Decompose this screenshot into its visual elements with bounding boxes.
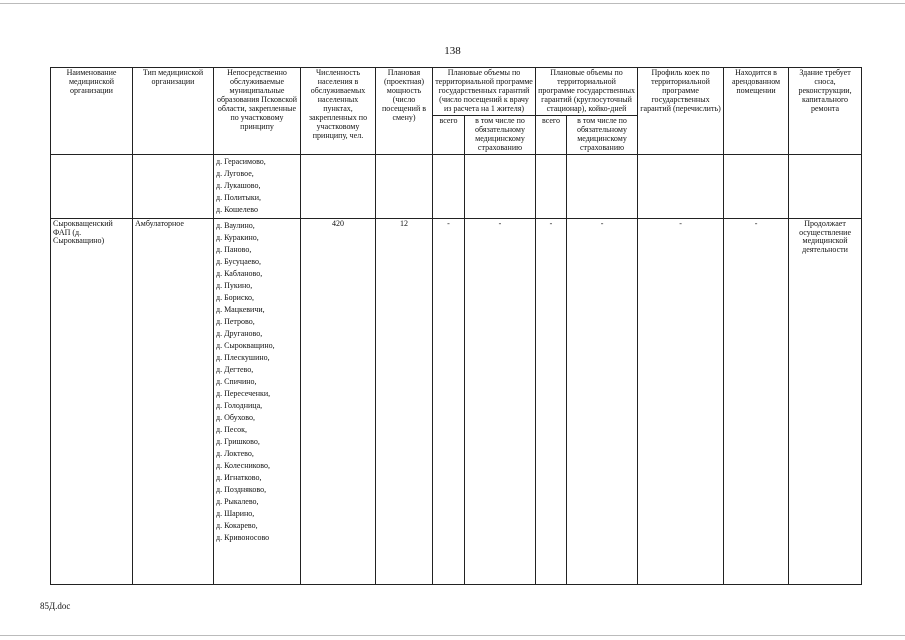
- village-item: д. Бориско,: [216, 292, 254, 302]
- inpatient-total-value: -: [536, 218, 567, 584]
- header-capacity: Плановая (проектная) мощность (число посещений в смену): [376, 68, 433, 155]
- village-item: д. Рыкалево,: [216, 496, 259, 506]
- facility-type: Амбулаторное: [133, 218, 214, 584]
- village-item: д. Дегтево,: [216, 364, 254, 374]
- cell: [133, 154, 214, 218]
- cell: [433, 154, 465, 218]
- village-item: д. Кривоносово: [216, 532, 270, 542]
- village-item: д. Куракино,: [216, 232, 259, 242]
- cell: [376, 154, 433, 218]
- village-item: д. Шарино,: [216, 508, 255, 518]
- village-item: д. Пукино,: [216, 280, 253, 290]
- population-value: 420: [301, 218, 376, 584]
- top-scan-edge: [0, 3, 905, 4]
- village-item: д. Поздняково,: [216, 484, 267, 494]
- cell: [51, 154, 133, 218]
- village-item: д. Гришково,: [216, 436, 260, 446]
- facility-village-list: [216, 220, 298, 544]
- header-row: [51, 68, 862, 116]
- village-item: д. Локтево,: [216, 448, 254, 458]
- village-item: д. Пересеченки,: [216, 388, 271, 398]
- footer-filename: 85Д.doc: [40, 601, 71, 611]
- village-item: д. Обухово,: [216, 412, 256, 422]
- village-item: д. Спичино,: [216, 376, 257, 386]
- village-item: д. Луговое,: [216, 168, 254, 178]
- cell: [301, 154, 376, 218]
- village-item: д. Голодница,: [216, 400, 263, 410]
- header-inpatient-volumes: Плановые объемы по территориальной программе государственных гарантий (круглосуточный стационар), койко-дней: [536, 68, 638, 116]
- continuation-villages-cell: [214, 154, 301, 218]
- subheader-outpatient-total: всего: [433, 115, 465, 154]
- cell: [638, 154, 724, 218]
- village-item: д. Лукашово,: [216, 180, 261, 190]
- village-item: д. Мацкевичи,: [216, 304, 265, 314]
- village-item: д. Игнатково,: [216, 472, 262, 482]
- village-item: д. Ваулино,: [216, 220, 255, 230]
- facility-name: Сырокващенский ФАП (д. Сырокващино): [51, 218, 133, 584]
- bottom-scan-edge: [0, 635, 905, 636]
- facility-row: [51, 218, 862, 584]
- village-item: д. Бусуцаево,: [216, 256, 262, 266]
- rented-value: -: [724, 218, 789, 584]
- header-bed-profile: Профиль коек по территориальной программе государственных гарантий (перечислить): [638, 68, 724, 155]
- village-item: д. Петрово,: [216, 316, 255, 326]
- cell: [789, 154, 862, 218]
- capacity-value: 12: [376, 218, 433, 584]
- inpatient-oms-value: -: [567, 218, 638, 584]
- page-number: 138: [444, 45, 461, 57]
- village-item: д. Кошелево: [216, 204, 258, 214]
- subheader-inpatient-oms: в том числе по обязательному медицинскому страхованию: [567, 115, 638, 154]
- village-item: д. Друганово,: [216, 328, 263, 338]
- cell: [536, 154, 567, 218]
- header-municipalities: Непосредственно обслуживаемые муниципальные образования Псковской области, закрепленные по участковому принципу: [214, 68, 301, 155]
- building-status: Продолжает осуществление медицинской деятельности: [789, 218, 862, 584]
- continuation-village-list: [216, 156, 298, 216]
- header-outpatient-volumes: Плановые объемы по территориальной программе государственных гарантий (число посещений к врачу из расчета на 1 жителя): [433, 68, 536, 116]
- village-item: д. Колесниково,: [216, 460, 270, 470]
- village-item: д. Плескушино,: [216, 352, 270, 362]
- outpatient-total-value: -: [433, 218, 465, 584]
- subheader-inpatient-total: всего: [536, 115, 567, 154]
- village-item: д. Песок,: [216, 424, 248, 434]
- village-item: д. Герасимово,: [216, 156, 266, 166]
- cell: [567, 154, 638, 218]
- outpatient-oms-value: -: [465, 218, 536, 584]
- header-building: Здание требует сноса, реконструкции, капитального ремонта: [789, 68, 862, 155]
- facility-villages-cell: [214, 218, 301, 584]
- header-population: Численность населения в обслуживаемых населенных пунктах, закрепленных по участковому принципу, чел.: [301, 68, 376, 155]
- village-item: д. Кабланово,: [216, 268, 263, 278]
- village-item: д. Паново,: [216, 244, 252, 254]
- village-item: д. Сырокващино,: [216, 340, 275, 350]
- continuation-row: [51, 154, 862, 218]
- header-rented: Находится в арендованном помещении: [724, 68, 789, 155]
- header-org-name: Наименование медицинской организации: [51, 68, 133, 155]
- header-org-type: Тип медицинской организации: [133, 68, 214, 155]
- cell: [724, 154, 789, 218]
- village-item: д. Кокарево,: [216, 520, 258, 530]
- bed-profile-value: -: [638, 218, 724, 584]
- subheader-outpatient-oms: в том числе по обязательному медицинскому страхованию: [465, 115, 536, 154]
- facilities-table: [50, 67, 862, 585]
- cell: [465, 154, 536, 218]
- village-item: д. Политыки,: [216, 192, 262, 202]
